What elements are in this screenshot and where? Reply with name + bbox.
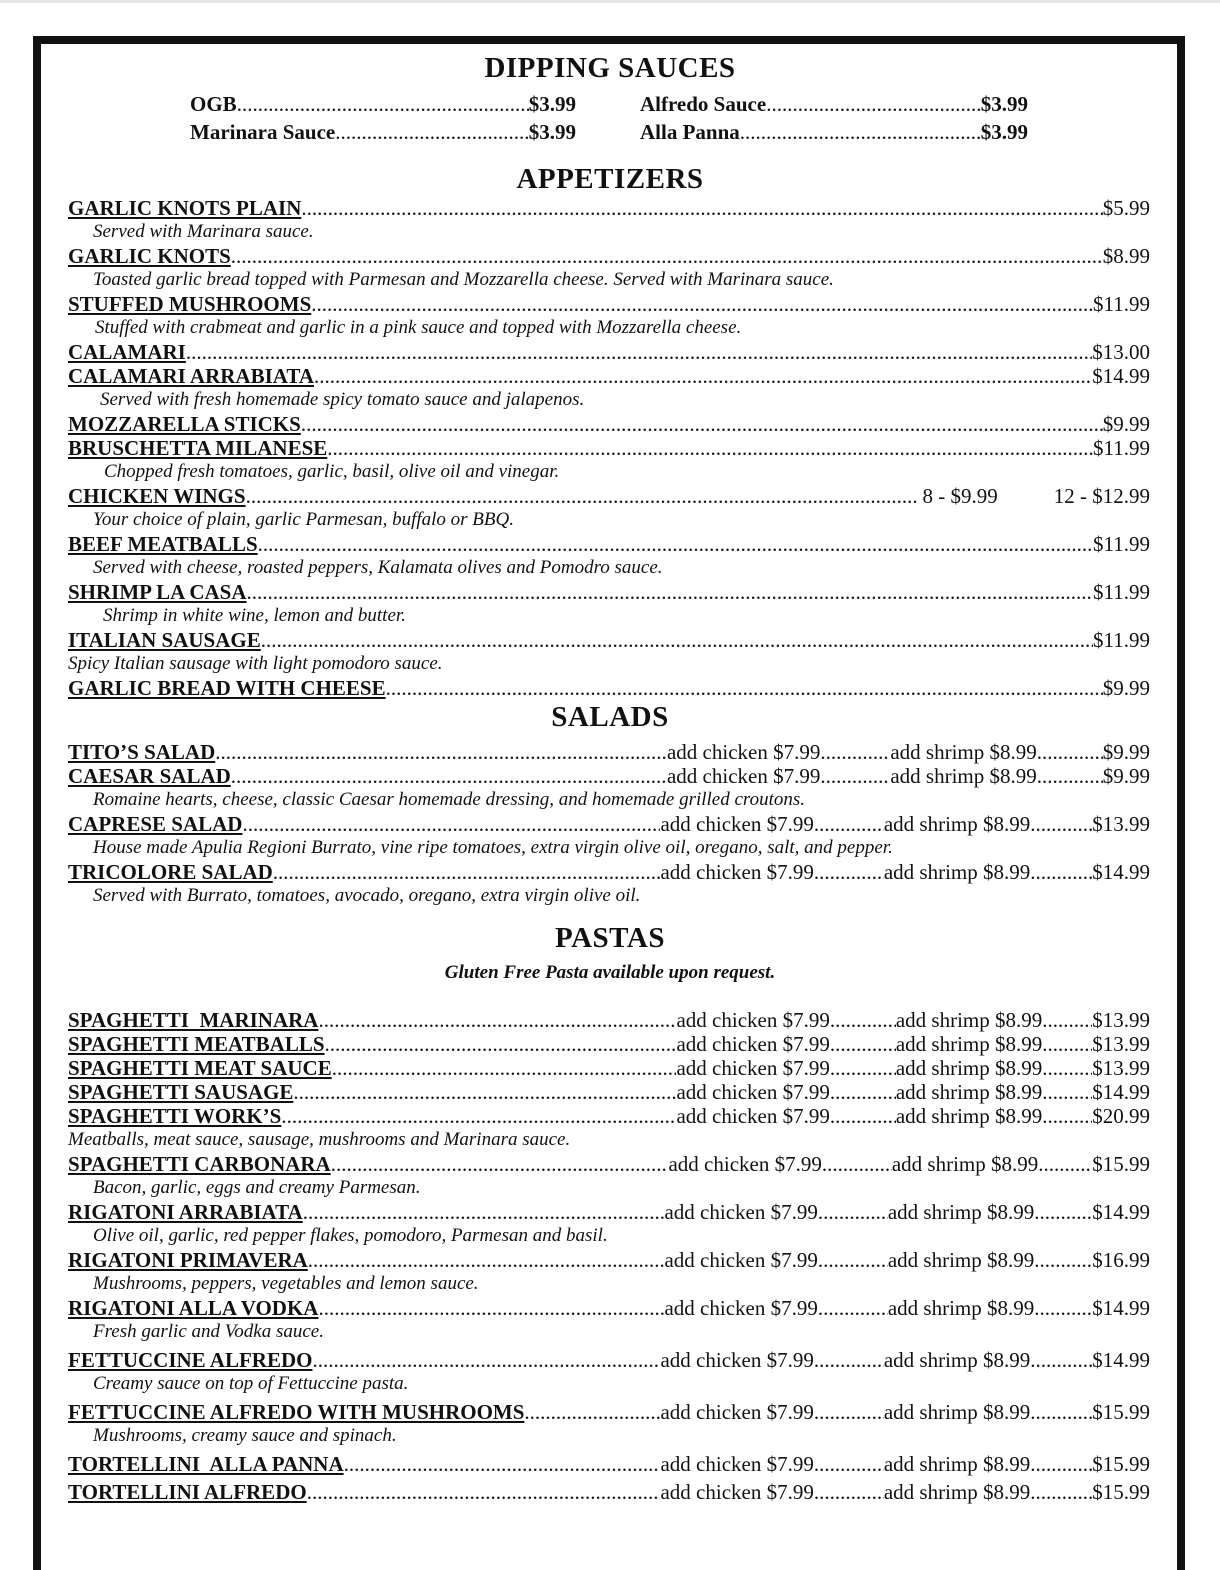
appetizer-row: [68, 436, 1150, 460]
leader-dots: [281, 1104, 676, 1128]
item-price: $11.99: [1093, 436, 1150, 460]
item-name: RIGATONI ALLA VODKA: [68, 1296, 319, 1320]
add-chicken-option: add chicken $7.99: [664, 1248, 818, 1272]
leader-dots: [231, 764, 667, 788]
leader-dots: [766, 92, 981, 117]
leader-dots: [1042, 1056, 1092, 1080]
leader-dots: [820, 740, 890, 764]
leader-dots: [312, 1348, 660, 1372]
add-chicken-option: add chicken $7.99: [660, 812, 814, 836]
item-price: $9.99: [1102, 412, 1150, 436]
item-price: $9.99: [1102, 676, 1150, 700]
leader-dots: [830, 1080, 896, 1104]
add-shrimp-option: add shrimp $8.99: [890, 740, 1037, 764]
leader-dots: [1030, 1348, 1092, 1372]
add-chicken-option: add chicken $7.99: [668, 1152, 822, 1176]
item-name: STUFFED MUSHROOMS: [68, 292, 312, 316]
pasta-row: [68, 1056, 1150, 1080]
add-shrimp-option: add shrimp $8.99: [890, 764, 1037, 788]
item-price: $13.99: [1092, 812, 1150, 836]
item-description: Toasted garlic bread topped with Parmesan and Mozzarella cheese. Served with Marinara sauce.: [93, 269, 834, 290]
item-name: CAPRESE SALAD: [68, 812, 243, 836]
add-shrimp-option: add shrimp $8.99: [883, 1480, 1031, 1504]
appetizer-row: [68, 244, 1150, 268]
sauce-name: Alla Panna: [640, 120, 740, 144]
item-description: House made Apulia Regioni Burrato, vine ripe tomatoes, extra virgin olive oil, oregano, salt, and pepper.: [93, 837, 893, 858]
add-shrimp-option: add shrimp $8.99: [895, 1056, 1043, 1080]
leader-dots: [814, 1480, 884, 1504]
leader-dots: [318, 1296, 664, 1320]
item-description: Creamy sauce on top of Fettuccine pasta.: [93, 1373, 409, 1394]
item-name: SPAGHETTI MEAT SAUCE: [68, 1056, 332, 1080]
item-description: Stuffed with crabmeat and garlic in a pink sauce and topped with Mozzarella cheese.: [95, 317, 742, 338]
sauce-price: $3.99: [980, 92, 1028, 116]
leader-dots: [258, 532, 1093, 556]
item-price: $8.99: [1102, 244, 1150, 268]
item-name: ITALIAN SAUSAGE: [68, 628, 261, 652]
appetizer-row: [68, 340, 1150, 364]
item-price: $11.99: [1093, 292, 1150, 316]
item-price: $9.99: [1102, 740, 1150, 764]
leader-dots: [1037, 764, 1103, 788]
add-shrimp-option: add shrimp $8.99: [887, 1296, 1035, 1320]
add-chicken-option: add chicken $7.99: [676, 1080, 830, 1104]
item-description: Served with Burrato, tomatoes, avocado, oregano, extra virgin olive oil.: [93, 885, 641, 906]
appetizer-row: [68, 364, 1150, 388]
item-name: CALAMARI: [68, 340, 186, 364]
leader-dots: [261, 628, 1093, 652]
sauce-price: $3.99: [528, 120, 576, 144]
appetizer-row: [68, 292, 1150, 316]
item-price: $13.00: [1092, 340, 1150, 364]
add-shrimp-option: add shrimp $8.99: [883, 860, 1031, 884]
leader-dots: [814, 1452, 884, 1476]
item-description: Spicy Italian sausage with light pomodoro sauce.: [68, 653, 443, 674]
sauce-price: $3.99: [980, 120, 1028, 144]
item-name: GARLIC KNOTS: [68, 244, 231, 268]
leader-dots: [307, 1480, 661, 1504]
item-price: $9.99: [1102, 764, 1150, 788]
dipping-sauces-heading: DIPPING SAUCES: [484, 52, 736, 84]
item-name: RIGATONI PRIMAVERA: [68, 1248, 308, 1272]
appetizers-heading: APPETIZERS: [516, 163, 704, 195]
appetizer-row: [68, 580, 1150, 604]
item-price: $20.99: [1092, 1104, 1150, 1128]
add-shrimp-option: add shrimp $8.99: [887, 1200, 1035, 1224]
sauce-price: $3.99: [528, 92, 576, 116]
pasta-row: [68, 1348, 1150, 1372]
leader-dots: [1042, 1032, 1092, 1056]
pasta-row: [68, 1200, 1150, 1224]
item-price: $14.99: [1092, 1296, 1150, 1320]
add-shrimp-option: add shrimp $8.99: [883, 1452, 1031, 1476]
add-chicken-option: add chicken $7.99: [660, 1348, 814, 1372]
add-shrimp-option: add shrimp $8.99: [883, 1348, 1031, 1372]
item-name: TRICOLORE SALAD: [68, 860, 273, 884]
add-chicken-option: add chicken $7.99: [666, 740, 821, 764]
item-name: SPAGHETTI MEATBALLS: [68, 1032, 325, 1056]
leader-dots: [822, 1152, 892, 1176]
add-chicken-option: add chicken $7.99: [660, 1400, 814, 1424]
item-name: RIGATONI ARRABIATA: [68, 1200, 303, 1224]
item-description: Chopped fresh tomatoes, garlic, basil, olive oil and vinegar.: [104, 461, 560, 482]
leader-dots: [1034, 1248, 1092, 1272]
item-name: CAESAR SALAD: [68, 764, 231, 788]
pastas-heading: PASTAS: [555, 922, 665, 954]
add-shrimp-option: add shrimp $8.99: [883, 1400, 1031, 1424]
leader-dots: [1042, 1080, 1092, 1104]
sauce-name: OGB: [190, 92, 237, 116]
appetizer-row: [68, 676, 1150, 700]
leader-dots: [186, 340, 1092, 364]
leader-dots: [331, 1152, 669, 1176]
leader-dots: [1034, 1200, 1092, 1224]
appetizer-row: [68, 628, 1150, 652]
leader-dots: [524, 1400, 660, 1424]
sauce-item: [190, 92, 576, 117]
item-name: FETTUCCINE ALFREDO WITH MUSHROOMS: [68, 1400, 525, 1424]
sauce-item: [640, 120, 1028, 145]
appetizer-row: [68, 412, 1150, 436]
item-name: SPAGHETTI SAUSAGE: [68, 1080, 294, 1104]
leader-dots: [740, 120, 981, 145]
gluten-free-note: Gluten Free Pasta available upon request.: [444, 962, 776, 983]
add-chicken-option: add chicken $7.99: [666, 764, 821, 788]
leader-dots: [830, 1104, 896, 1128]
item-name: TORTELLINI ALFREDO: [68, 1480, 307, 1504]
leader-dots: [318, 1008, 676, 1032]
appetizer-row: [68, 532, 1150, 556]
item-name: CALAMARI ARRABIATA: [68, 364, 314, 388]
leader-dots: [246, 484, 917, 508]
leader-dots: [1030, 1480, 1092, 1504]
item-description: Served with cheese, roasted peppers, Kalamata olives and Pomodro sauce.: [93, 557, 663, 578]
sauce-item: [190, 120, 576, 145]
add-chicken-option: add chicken $7.99: [676, 1008, 830, 1032]
add-chicken-option: add chicken $7.99: [676, 1104, 830, 1128]
leader-dots: [814, 1348, 884, 1372]
item-name: TORTELLINI ALLA PANNA: [68, 1452, 344, 1476]
leader-dots: [303, 1200, 665, 1224]
item-description: Served with fresh homemade spicy tomato sauce and jalapenos.: [100, 389, 585, 410]
leader-dots: [332, 1056, 677, 1080]
item-price: $14.99: [1092, 1348, 1150, 1372]
item-description: Mushrooms, peppers, vegetables and lemon sauce.: [93, 1273, 479, 1294]
item-name: GARLIC KNOTS PLAIN: [68, 196, 302, 220]
add-shrimp-option: add shrimp $8.99: [883, 812, 1031, 836]
salad-row: [68, 860, 1150, 884]
leader-dots: [1030, 812, 1092, 836]
add-shrimp-option: add shrimp $8.99: [891, 1152, 1039, 1176]
item-name: FETTUCCINE ALFREDO: [68, 1348, 313, 1372]
item-price: $13.99: [1092, 1032, 1150, 1056]
add-chicken-option: add chicken $7.99: [676, 1032, 830, 1056]
leader-dots: [293, 1080, 676, 1104]
item-description: Olive oil, garlic, red pepper flakes, pomodoro, Parmesan and basil.: [93, 1225, 608, 1246]
item-name: SPAGHETTI MARINARA: [68, 1008, 319, 1032]
leader-dots: [830, 1056, 896, 1080]
item-description: Bacon, garlic, eggs and creamy Parmesan.: [93, 1177, 421, 1198]
leader-dots: [820, 764, 890, 788]
item-price: $13.99: [1092, 1056, 1150, 1080]
leader-dots: [325, 1032, 677, 1056]
item-description: Your choice of plain, garlic Parmesan, buffalo or BBQ.: [93, 509, 514, 530]
add-chicken-option: add chicken $7.99: [660, 860, 814, 884]
item-price: $15.99: [1092, 1400, 1150, 1424]
pasta-row: [68, 1296, 1150, 1320]
salads-heading: SALADS: [551, 701, 669, 733]
leader-dots: [814, 812, 884, 836]
leader-dots: [247, 580, 1093, 604]
item-price: $11.99: [1093, 580, 1150, 604]
salad-row: [68, 740, 1150, 764]
leader-dots: [1030, 860, 1092, 884]
leader-dots: [344, 1452, 661, 1476]
leader-dots: [273, 860, 661, 884]
leader-dots: [1042, 1104, 1092, 1128]
leader-dots: [301, 196, 1102, 220]
item-name: SHRIMP LA CASA: [68, 580, 247, 604]
leader-dots: [242, 812, 660, 836]
leader-dots: [1030, 1400, 1092, 1424]
pasta-row: [68, 1152, 1150, 1176]
item-description: Fresh garlic and Vodka sauce.: [93, 1321, 324, 1342]
add-shrimp-option: add shrimp $8.99: [895, 1008, 1043, 1032]
sauce-item: [640, 92, 1028, 117]
item-name: SPAGHETTI CARBONARA: [68, 1152, 331, 1176]
item-name: BEEF MEATBALLS: [68, 532, 258, 556]
salad-row: [68, 812, 1150, 836]
leader-dots: [314, 364, 1092, 388]
leader-dots: [308, 1248, 665, 1272]
leader-dots: [1037, 740, 1103, 764]
item-price: $14.99: [1092, 860, 1150, 884]
item-price: $11.99: [1093, 628, 1150, 652]
item-price: $16.99: [1092, 1248, 1150, 1272]
leader-dots: [311, 292, 1093, 316]
item-name: TITO’S SALAD: [68, 740, 216, 764]
leader-dots: [327, 436, 1093, 460]
leader-dots: [814, 860, 884, 884]
item-description: Shrimp in white wine, lemon and butter.: [103, 605, 406, 626]
leader-dots: [818, 1200, 888, 1224]
item-price: $14.99: [1092, 1080, 1150, 1104]
item-price-small: 8 - $9.99: [922, 484, 998, 508]
pasta-row: [68, 1032, 1150, 1056]
add-shrimp-option: add shrimp $8.99: [895, 1104, 1043, 1128]
appetizer-row: [68, 196, 1150, 220]
page-top-rule: [0, 0, 1220, 3]
leader-dots: [237, 92, 529, 117]
leader-dots: [1038, 1152, 1092, 1176]
add-chicken-option: add chicken $7.99: [664, 1296, 818, 1320]
item-name: BRUSCHETTA MILANESE: [68, 436, 328, 460]
pasta-row: [68, 1248, 1150, 1272]
leader-dots: [830, 1032, 896, 1056]
pasta-row: [68, 1480, 1150, 1504]
item-name: GARLIC BREAD WITH CHEESE: [68, 676, 386, 700]
leader-dots: [301, 412, 1103, 436]
leader-dots: [231, 244, 1103, 268]
leader-dots: [335, 120, 529, 145]
pasta-row: [68, 1008, 1150, 1032]
item-description: Mushrooms, creamy sauce and spinach.: [93, 1425, 397, 1446]
item-price: $15.99: [1092, 1452, 1150, 1476]
item-description: Meatballs, meat sauce, sausage, mushrooms and Marinara sauce.: [68, 1129, 571, 1150]
add-chicken-option: add chicken $7.99: [660, 1480, 814, 1504]
leader-dots: [215, 740, 667, 764]
appetizer-row: [68, 484, 1150, 508]
item-price: $5.99: [1102, 196, 1150, 220]
item-price: $15.99: [1092, 1152, 1150, 1176]
add-chicken-option: add chicken $7.99: [664, 1200, 818, 1224]
leader-dots: [830, 1008, 896, 1032]
item-price: $15.99: [1092, 1480, 1150, 1504]
item-name: MOZZARELLA STICKS: [68, 412, 301, 436]
item-name: SPAGHETTI WORK’S: [68, 1104, 282, 1128]
item-price: $13.99: [1092, 1008, 1150, 1032]
add-shrimp-option: add shrimp $8.99: [895, 1080, 1043, 1104]
add-shrimp-option: add shrimp $8.99: [895, 1032, 1043, 1056]
item-price: $11.99: [1093, 532, 1150, 556]
pasta-row: [68, 1452, 1150, 1476]
item-price: $14.99: [1092, 364, 1150, 388]
leader-dots: [1030, 1452, 1092, 1476]
item-description: Romaine hearts, cheese, classic Caesar homemade dressing, and homemade grilled croutons.: [93, 789, 806, 810]
pasta-row: [68, 1104, 1150, 1128]
add-chicken-option: add chicken $7.99: [676, 1056, 830, 1080]
add-chicken-option: add chicken $7.99: [660, 1452, 814, 1476]
sauce-name: Alfredo Sauce: [640, 92, 767, 116]
pasta-row: [68, 1080, 1150, 1104]
pasta-row: [68, 1400, 1150, 1424]
item-price-large: 12 - $12.99: [1053, 484, 1150, 508]
salad-row: [68, 764, 1150, 788]
leader-dots: [818, 1296, 888, 1320]
leader-dots: [818, 1248, 888, 1272]
item-price: $14.99: [1092, 1200, 1150, 1224]
leader-dots: [1034, 1296, 1092, 1320]
item-description: Served with Marinara sauce.: [93, 221, 314, 242]
leader-dots: [386, 676, 1103, 700]
add-shrimp-option: add shrimp $8.99: [887, 1248, 1035, 1272]
item-name: CHICKEN WINGS: [68, 484, 246, 508]
leader-dots: [814, 1400, 884, 1424]
leader-dots: [1042, 1008, 1092, 1032]
sauce-name: Marinara Sauce: [190, 120, 336, 144]
